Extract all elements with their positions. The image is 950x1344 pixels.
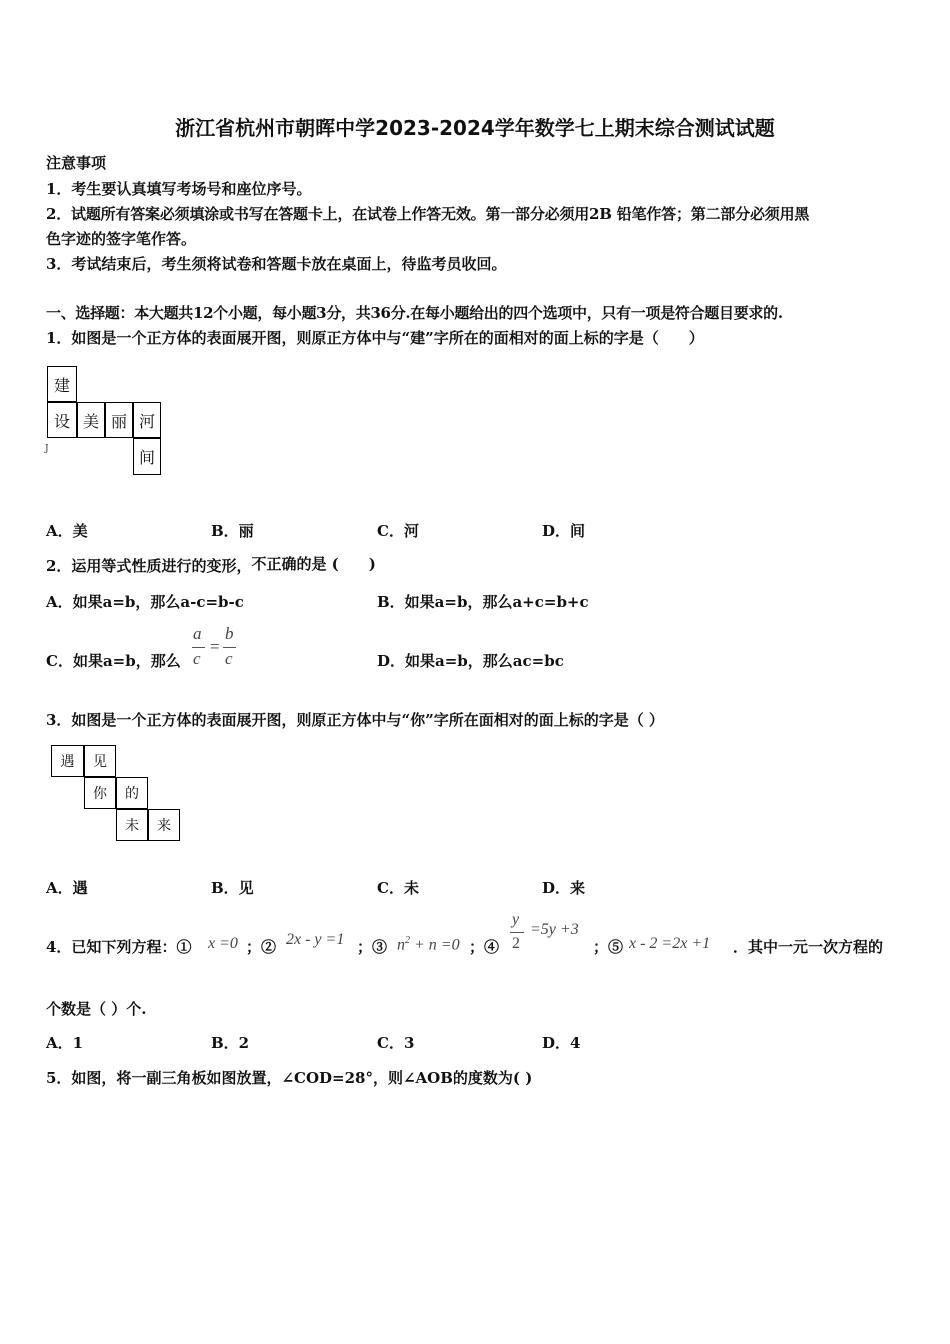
q1-net-cell: 设 — [47, 402, 77, 438]
q4-option-c: C．3 — [377, 1034, 415, 1052]
q3-net-cell: 遇 — [51, 745, 84, 777]
q4-suffix: ．其中一元一次方程的 — [733, 938, 884, 956]
notice-item-3: 3．考试结束后，考生须将试卷和答题卡放在桌面上，待监考员收回。 — [46, 255, 507, 273]
q4-eq2: 2x - y =1 — [286, 931, 345, 948]
notice-heading: 注意事项 — [46, 154, 107, 172]
q4-eq4-denominator: 2 — [512, 935, 520, 952]
q2-frac1-denominator: c — [193, 649, 201, 668]
q4-eq3-base: n — [397, 936, 405, 954]
q3-option-d: D．来 — [542, 879, 586, 897]
q3-option-a: A．遇 — [46, 879, 88, 897]
q5-stem: 5．如图，将一副三角板如图放置，∠COD=28°，则∠AOB的度数为( ) — [46, 1069, 533, 1087]
q3-net-cell: 你 — [84, 777, 116, 809]
q4-stem-line2: 个数是（ ）个. — [46, 1000, 147, 1018]
q4-sep3: ；③ — [357, 938, 388, 956]
q1-net-cell: 间 — [133, 438, 161, 475]
q2-equals: = — [210, 637, 220, 656]
q4-option-d: D．4 — [542, 1034, 581, 1052]
q1-net-cell: 美 — [77, 402, 105, 438]
q4-option-b: B．2 — [211, 1034, 250, 1052]
q2-frac2-denominator: c — [225, 649, 233, 668]
q2-option-d: D．如果a=b，那么ac=bc — [377, 652, 564, 670]
q2-stem — [46, 555, 376, 576]
q2-option-c: C．如果a=b，那么 — [46, 652, 181, 670]
q2-stem-part2: 不正确的是 ( ) — [251, 555, 376, 573]
q4-eq3 — [397, 935, 460, 954]
q4-eq3-exponent: 2 — [405, 935, 410, 946]
notice-item-1: 1．考生要认真填写考场号和座位序号。 — [46, 180, 312, 198]
q3-option-c: C．未 — [377, 879, 419, 897]
q4-eq5: x - 2 =2x +1 — [629, 935, 711, 952]
q4-sep5: ；⑤ — [593, 938, 624, 956]
q1-net-cell: 建 — [47, 366, 77, 402]
q3-net-cell: 的 — [116, 777, 148, 809]
section-heading: 一、选择题：本大题共12个小题，每小题3分，共36分.在每小题给出的四个选项中，只有一项是符合题目要求的. — [46, 304, 783, 322]
q2-frac1-bar — [192, 647, 205, 648]
q4-sep2: ；② — [246, 938, 277, 956]
q4-sep4: ；④ — [469, 938, 500, 956]
q4-eq1: x =0 — [208, 935, 238, 952]
q1-net-cell: 丽 — [105, 402, 133, 438]
q1-stem: 1．如图是一个正方体的表面展开图，则原正方体中与“建”字所在的面相对的面上标的字是（ ） — [46, 329, 704, 347]
page-title: 浙江省杭州市朝晖中学2023-2024学年数学七上期末综合测试试题 — [175, 116, 775, 140]
q4-option-a: A．1 — [46, 1034, 84, 1052]
q4-prefix: 4．已知下列方程：① — [46, 938, 192, 956]
q4-eq4-rest: =5y +3 — [530, 921, 579, 938]
q3-option-b: B．见 — [211, 879, 254, 897]
q1-option-d: D．间 — [542, 522, 586, 540]
q2-frac2-numerator: b — [225, 624, 234, 643]
q1-option-b: B．丽 — [211, 522, 254, 540]
q3-net-cell: 来 — [148, 809, 180, 841]
q2-stem-part1: 2．运用等式性质进行的变形， — [46, 557, 252, 575]
q3-net-cell: 见 — [84, 745, 116, 777]
q3-stem: 3．如图是一个正方体的表面展开图，则原正方体中与“你”字所在面相对的面上标的字是（ ） — [46, 711, 664, 729]
q2-frac2-bar — [223, 647, 236, 648]
q2-option-b: B．如果a=b，那么a+c=b+c — [377, 593, 589, 611]
q4-eq4-bar — [510, 932, 524, 933]
q4-eq3-rest: + n =0 — [410, 936, 460, 954]
q3-net-cell: 未 — [116, 809, 148, 841]
q1-option-c: C．河 — [377, 522, 419, 540]
notice-item-2-cont: 色字迹的签字笔作答。 — [46, 230, 197, 248]
q2-option-a: A．如果a=b，那么a-c=b-c — [46, 593, 244, 611]
q4-eq4-numerator: y — [512, 911, 520, 928]
notice-item-2: 2．试题所有答案必须填涂或书写在答题卡上，在试卷上作答无效。第一部分必须用2B 铅笔作答；第二部分必须用黑 — [46, 205, 810, 223]
q1-image-mark: J — [45, 444, 49, 454]
q1-net-cell: 河 — [133, 402, 161, 438]
q1-option-a: A．美 — [46, 522, 88, 540]
q2-frac1-numerator: a — [193, 624, 202, 643]
